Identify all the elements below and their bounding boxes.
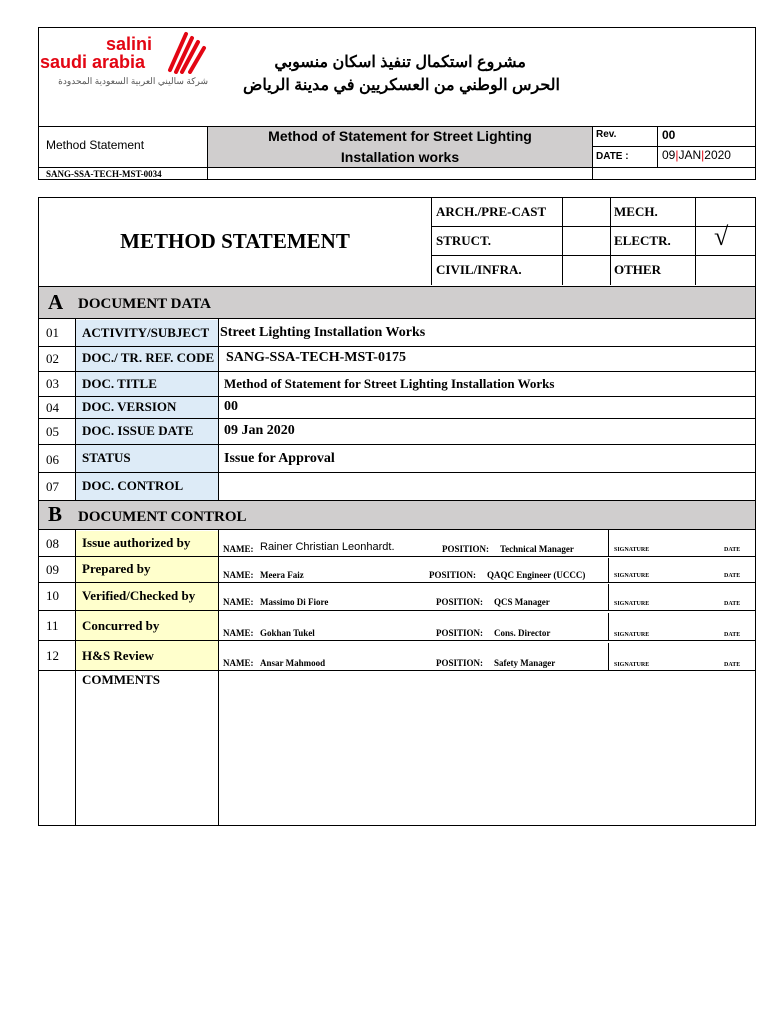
person-position: Technical Manager bbox=[500, 544, 574, 554]
field-label: DOC. VERSION bbox=[82, 399, 177, 414]
section-a-letter: A bbox=[48, 290, 64, 314]
name-label: NAME: bbox=[223, 597, 254, 607]
doc-ref-code: SANG-SSA-TECH-MST-0034 bbox=[46, 169, 162, 179]
role-label: H&S Review bbox=[82, 648, 154, 663]
project-title-arabic-line2: الحرس الوطني من العسكريين في مدينة الرياض bbox=[243, 77, 560, 94]
logo-mark-icon bbox=[164, 30, 210, 74]
discipline-mech: MECH. bbox=[614, 204, 658, 219]
signature-label: SIGNATURE bbox=[614, 632, 650, 638]
document-title-line2: Installation works bbox=[340, 149, 460, 165]
row-number: 02 bbox=[46, 351, 59, 366]
comments-area[interactable] bbox=[219, 671, 755, 825]
role-label: Verified/Checked by bbox=[82, 588, 196, 603]
date-month: JAN bbox=[678, 148, 702, 162]
field-value: 00 bbox=[224, 399, 238, 414]
row-number: 01 bbox=[46, 325, 59, 340]
project-title-arabic-line1: مشروع استكمال تنفيذ اسكان منسوبي bbox=[274, 54, 526, 71]
logo-subtitle-arabic: شركة ساليني العربية السعودية المحدودة bbox=[58, 76, 208, 86]
discipline-struct: STRUCT. bbox=[436, 233, 492, 248]
row-number: 08 bbox=[46, 536, 59, 551]
main-title: METHOD STATEMENT bbox=[120, 229, 350, 253]
row-number: 09 bbox=[46, 562, 59, 577]
row-number: 12 bbox=[46, 648, 59, 663]
person-position: Cons. Director bbox=[494, 628, 551, 638]
person-name: Meera Faiz bbox=[260, 570, 304, 580]
doc-type-label: Method Statement bbox=[46, 138, 145, 152]
field-label: DOC. CONTROL bbox=[82, 478, 184, 493]
field-value: 09 Jan 2020 bbox=[224, 423, 295, 438]
signature-label: SIGNATURE bbox=[614, 662, 650, 668]
position-label: POSITION: bbox=[436, 628, 484, 638]
date-label: DATE bbox=[724, 547, 741, 553]
date-year: 2020 bbox=[704, 148, 731, 162]
row-number: 03 bbox=[46, 376, 59, 391]
electr-check-mark: √ bbox=[714, 222, 729, 251]
logo-brand-top: salini bbox=[106, 34, 153, 54]
row-number: 05 bbox=[46, 424, 59, 439]
position-label: POSITION: bbox=[436, 658, 484, 668]
rev-value: 00 bbox=[662, 128, 676, 142]
role-label: Issue authorized by bbox=[82, 535, 191, 550]
row-number: 06 bbox=[46, 452, 59, 467]
comments-label: COMMENTS bbox=[82, 672, 160, 687]
role-label: Prepared by bbox=[82, 561, 151, 576]
discipline-arch: ARCH./PRE-CAST bbox=[436, 204, 547, 219]
row-number: 10 bbox=[46, 588, 59, 603]
name-label: NAME: bbox=[223, 544, 254, 554]
field-label: DOC./ TR. REF. CODE bbox=[82, 350, 215, 365]
date-value: 09|JAN|2020 bbox=[662, 148, 731, 162]
signature-label: SIGNATURE bbox=[614, 547, 650, 553]
name-label: NAME: bbox=[223, 570, 254, 580]
rev-label: Rev. bbox=[596, 129, 617, 140]
field-value: Issue for Approval bbox=[224, 451, 335, 466]
date-label: DATE bbox=[724, 662, 741, 668]
section-b-letter: B bbox=[48, 502, 63, 526]
field-value: SANG-SSA-TECH-MST-0175 bbox=[226, 350, 406, 365]
position-label: POSITION: bbox=[429, 570, 477, 580]
date-label: DATE bbox=[724, 573, 741, 579]
date-label: DATE bbox=[724, 601, 741, 607]
row-number: 04 bbox=[46, 400, 59, 415]
person-position: QAQC Engineer (UCCC) bbox=[487, 570, 586, 580]
field-value: Street Lighting Installation Works bbox=[220, 325, 426, 340]
date-day: 09 bbox=[662, 148, 676, 162]
document-title-line1: Method of Statement for Street Lighting bbox=[268, 128, 532, 144]
field-label: DOC. TITLE bbox=[82, 376, 157, 391]
field-label: ACTIVITY/SUBJECT bbox=[82, 325, 210, 340]
date-label: DATE bbox=[724, 632, 741, 638]
person-name: Rainer Christian Leonhardt. bbox=[260, 541, 395, 553]
company-logo bbox=[40, 30, 210, 92]
section-a-title: DOCUMENT DATA bbox=[78, 296, 211, 312]
field-label: DOC. ISSUE DATE bbox=[82, 423, 194, 438]
role-label: Concurred by bbox=[82, 618, 160, 633]
person-name: Gokhan Tukel bbox=[260, 628, 315, 638]
name-label: NAME: bbox=[223, 658, 254, 668]
person-position: Safety Manager bbox=[494, 658, 556, 668]
person-name: Ansar Mahmood bbox=[260, 658, 326, 668]
row-number: 07 bbox=[46, 479, 59, 494]
signature-label: SIGNATURE bbox=[614, 601, 650, 607]
row-number: 11 bbox=[46, 618, 59, 633]
date-label: DATE : bbox=[596, 151, 629, 162]
position-label: POSITION: bbox=[442, 544, 490, 554]
section-b-title: DOCUMENT CONTROL bbox=[78, 509, 247, 525]
field-label: STATUS bbox=[82, 450, 131, 465]
position-label: POSITION: bbox=[436, 597, 484, 607]
person-name: Massimo Di Fiore bbox=[260, 597, 329, 607]
signature-label: SIGNATURE bbox=[614, 573, 650, 579]
discipline-electr: ELECTR. bbox=[614, 233, 671, 248]
field-value: Method of Statement for Street Lighting Installation Works bbox=[224, 376, 555, 391]
person-position: QCS Manager bbox=[494, 597, 550, 607]
name-label: NAME: bbox=[223, 628, 254, 638]
discipline-other: OTHER bbox=[614, 262, 661, 277]
discipline-civil: CIVIL/INFRA. bbox=[436, 262, 522, 277]
logo-brand-bottom: saudi arabia bbox=[40, 52, 146, 72]
